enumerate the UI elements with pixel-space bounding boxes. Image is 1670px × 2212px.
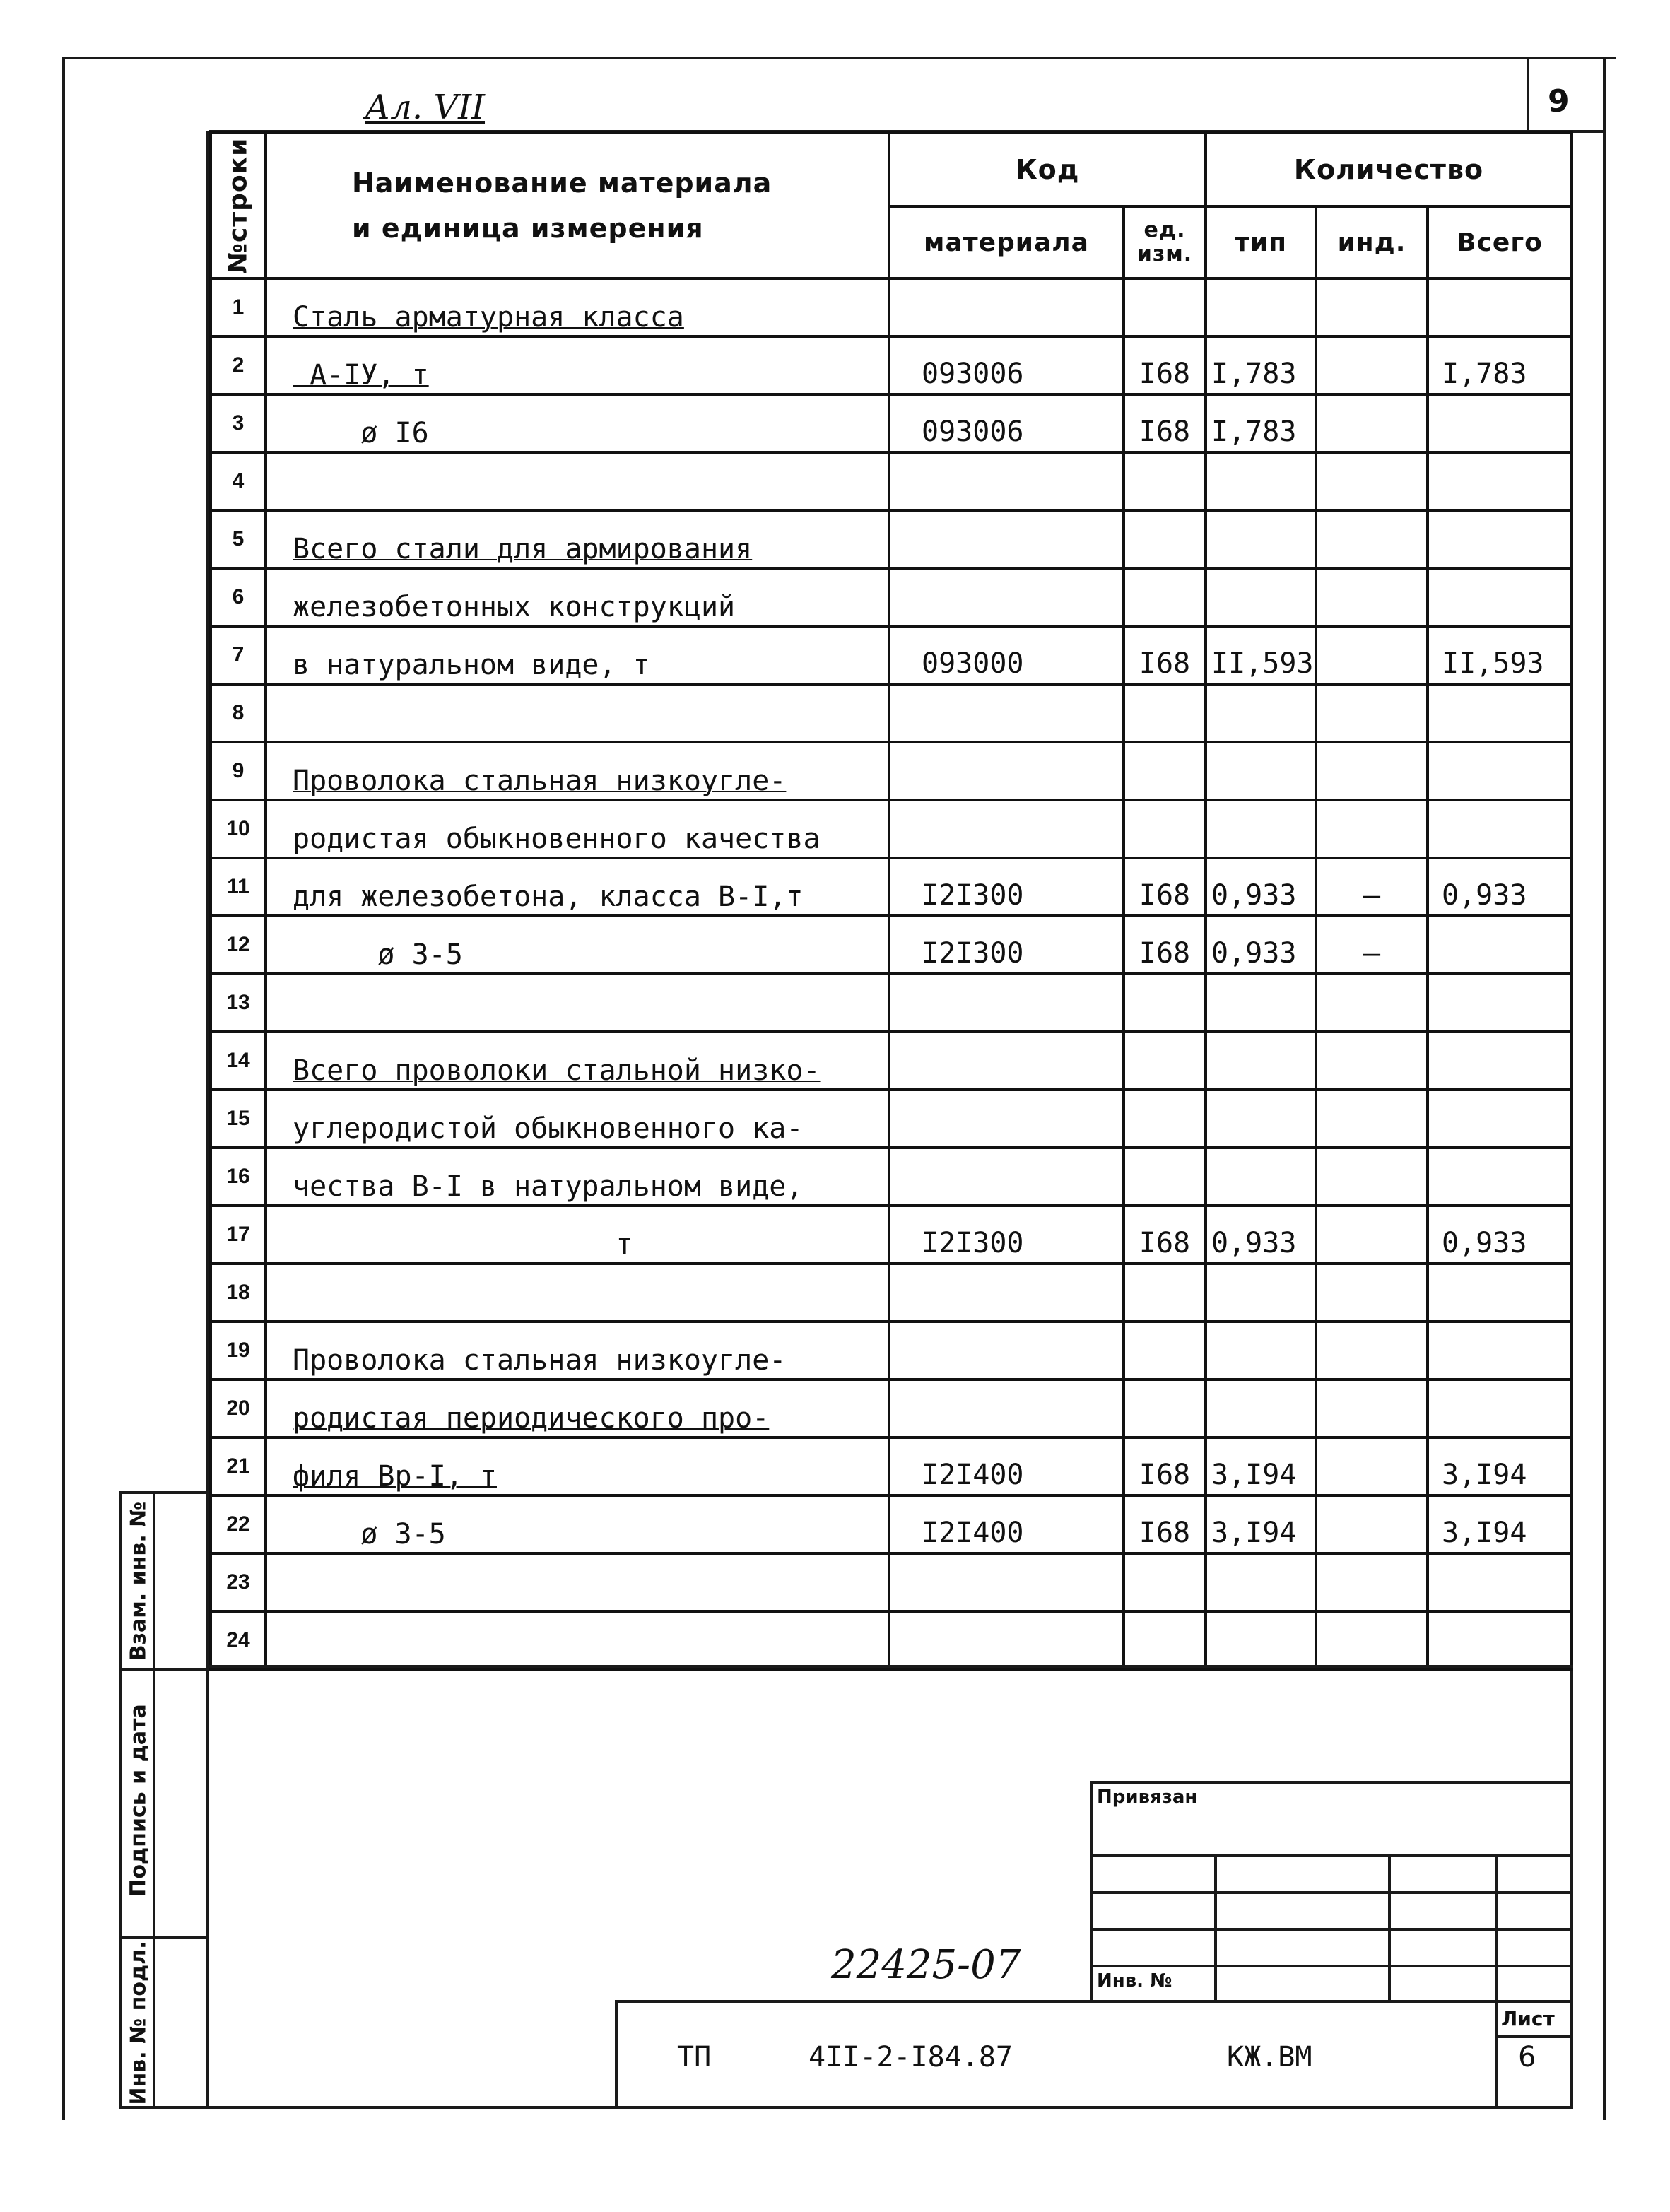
table-row bbox=[211, 800, 1572, 858]
quantity-ind bbox=[1316, 278, 1428, 336]
row-number: 9 bbox=[211, 742, 266, 800]
material-code: I2I300 bbox=[889, 1206, 1124, 1264]
quantity-total bbox=[1428, 916, 1572, 974]
header-name: Наименование материала и единица измерения bbox=[266, 133, 889, 278]
table-row bbox=[211, 510, 1572, 568]
side-strip-left bbox=[119, 1491, 122, 2109]
unit-code bbox=[1124, 1148, 1206, 1206]
material-code bbox=[889, 1611, 1124, 1669]
material-name: А-IУ, т bbox=[266, 336, 889, 394]
row-number: 14 bbox=[211, 1032, 266, 1090]
row-number: 20 bbox=[211, 1379, 266, 1437]
quantity-type: I,783 bbox=[1206, 394, 1316, 452]
table-row bbox=[211, 626, 1572, 684]
unit-code: I68 bbox=[1124, 1206, 1206, 1264]
material-name bbox=[266, 1611, 889, 1669]
quantity-type: I,783 bbox=[1206, 336, 1316, 394]
quantity-type: 0,933 bbox=[1206, 916, 1316, 974]
stamp-line-3 bbox=[1090, 1891, 1573, 1894]
material-code bbox=[889, 452, 1124, 510]
header-type: тип bbox=[1206, 206, 1316, 278]
row-number: 1 bbox=[211, 278, 266, 336]
unit-code bbox=[1124, 1264, 1206, 1322]
table-row bbox=[211, 394, 1572, 452]
quantity-total bbox=[1428, 278, 1572, 336]
row-number: 10 bbox=[211, 800, 266, 858]
quantity-total bbox=[1428, 1264, 1572, 1322]
quantity-ind bbox=[1316, 1032, 1428, 1090]
row-number: 23 bbox=[211, 1553, 266, 1611]
side-strip-top bbox=[119, 1491, 209, 1494]
material-name bbox=[266, 684, 889, 742]
table-row bbox=[211, 974, 1572, 1032]
quantity-ind bbox=[1316, 394, 1428, 452]
table-row bbox=[211, 1553, 1572, 1611]
side-strip-right bbox=[153, 1491, 155, 2109]
table-row bbox=[211, 742, 1572, 800]
title-doc-code: КЖ.ВМ bbox=[1227, 2041, 1312, 2073]
material-name: филя Вр-I, т bbox=[266, 1437, 889, 1495]
quantity-type bbox=[1206, 1611, 1316, 1669]
material-name bbox=[266, 1553, 889, 1611]
quantity-total bbox=[1428, 1322, 1572, 1379]
unit-code bbox=[1124, 1611, 1206, 1669]
row-number: 17 bbox=[211, 1206, 266, 1264]
quantity-ind bbox=[1316, 336, 1428, 394]
row-number: 7 bbox=[211, 626, 266, 684]
quantity-ind bbox=[1316, 1495, 1428, 1553]
quantity-ind bbox=[1316, 1264, 1428, 1322]
unit-code bbox=[1124, 452, 1206, 510]
table-row bbox=[211, 1148, 1572, 1206]
material-name bbox=[266, 452, 889, 510]
quantity-total bbox=[1428, 1148, 1572, 1206]
stamp-privyazan-label: Привязан bbox=[1097, 1787, 1198, 1808]
material-code bbox=[889, 1148, 1124, 1206]
quantity-ind bbox=[1316, 1322, 1428, 1379]
table-row bbox=[211, 1379, 1572, 1437]
table-row bbox=[211, 336, 1572, 394]
quantity-total bbox=[1428, 452, 1572, 510]
quantity-ind bbox=[1316, 1206, 1428, 1264]
quantity-ind bbox=[1316, 684, 1428, 742]
table-row bbox=[211, 1495, 1572, 1553]
quantity-total: 3,I94 bbox=[1428, 1437, 1572, 1495]
quantity-type bbox=[1206, 742, 1316, 800]
unit-code: I68 bbox=[1124, 858, 1206, 916]
quantity-total bbox=[1428, 1032, 1572, 1090]
quantity-ind bbox=[1316, 1090, 1428, 1148]
quantity-total bbox=[1428, 800, 1572, 858]
row-number: 16 bbox=[211, 1148, 266, 1206]
material-code: I2I300 bbox=[889, 858, 1124, 916]
stamp-vline-2 bbox=[1388, 1854, 1391, 2000]
unit-code bbox=[1124, 1090, 1206, 1148]
quantity-type bbox=[1206, 1553, 1316, 1611]
quantity-ind bbox=[1316, 1437, 1428, 1495]
title-project-code: 4II-2-I84.87 bbox=[808, 2041, 1013, 2073]
material-name: углеродистой обыкновенного ка- bbox=[266, 1090, 889, 1148]
material-name: железобетонных конструкций bbox=[266, 568, 889, 626]
unit-code bbox=[1124, 684, 1206, 742]
quantity-type bbox=[1206, 1264, 1316, 1322]
header-total: Всего bbox=[1428, 206, 1572, 278]
unit-code bbox=[1124, 1032, 1206, 1090]
quantity-total: II,593 bbox=[1428, 626, 1572, 684]
quantity-type bbox=[1206, 510, 1316, 568]
material-name bbox=[266, 974, 889, 1032]
row-number: 12 bbox=[211, 916, 266, 974]
unit-code bbox=[1124, 1322, 1206, 1379]
quantity-type: 0,933 bbox=[1206, 858, 1316, 916]
material-name: Всего стали для армирования bbox=[266, 510, 889, 568]
quantity-total: 3,I94 bbox=[1428, 1495, 1572, 1553]
quantity-total bbox=[1428, 974, 1572, 1032]
unit-code bbox=[1124, 510, 1206, 568]
header-row-number: №строки bbox=[211, 133, 266, 278]
header-material: материала bbox=[889, 206, 1124, 278]
material-code bbox=[889, 742, 1124, 800]
frame-left-line bbox=[62, 57, 65, 2120]
row-number: 3 bbox=[211, 394, 266, 452]
sheet-mark: Ал. VII bbox=[365, 88, 486, 127]
unit-code bbox=[1124, 974, 1206, 1032]
page-number: 9 bbox=[1548, 83, 1570, 119]
header-ind: инд. bbox=[1316, 206, 1428, 278]
quantity-type bbox=[1206, 1032, 1316, 1090]
frame-bottom-line bbox=[119, 2106, 1573, 2109]
material-name: родистая обыкновенного качества bbox=[266, 800, 889, 858]
quantity-type bbox=[1206, 452, 1316, 510]
quantity-total bbox=[1428, 1611, 1572, 1669]
material-name: в натуральном виде, т bbox=[266, 626, 889, 684]
quantity-total bbox=[1428, 1090, 1572, 1148]
side-label-inv-podl: Инв. № подл. bbox=[126, 1941, 151, 2105]
unit-code: I68 bbox=[1124, 916, 1206, 974]
quantity-total bbox=[1428, 684, 1572, 742]
stamp-line-1 bbox=[1090, 1781, 1573, 1784]
quantity-type bbox=[1206, 974, 1316, 1032]
quantity-type bbox=[1206, 1148, 1316, 1206]
material-name: Проволока стальная низкоугле- bbox=[266, 742, 889, 800]
material-name: Сталь арматурная класса bbox=[266, 278, 889, 336]
row-number: 5 bbox=[211, 510, 266, 568]
material-name: Проволока стальная низкоугле- bbox=[266, 1322, 889, 1379]
side-label-vzam: Взам. инв. № bbox=[126, 1501, 151, 1661]
material-code: I2I400 bbox=[889, 1437, 1124, 1495]
unit-code: I68 bbox=[1124, 394, 1206, 452]
quantity-total bbox=[1428, 568, 1572, 626]
table-row bbox=[211, 1322, 1572, 1379]
table-row bbox=[211, 916, 1572, 974]
stamp-line-2 bbox=[1090, 1854, 1573, 1857]
quantity-type: 3,I94 bbox=[1206, 1437, 1316, 1495]
quantity-type: 3,I94 bbox=[1206, 1495, 1316, 1553]
unit-code bbox=[1124, 1553, 1206, 1611]
material-code bbox=[889, 800, 1124, 858]
table-row bbox=[211, 278, 1572, 336]
quantity-total bbox=[1428, 394, 1572, 452]
unit-code: I68 bbox=[1124, 1437, 1206, 1495]
material-code bbox=[889, 1264, 1124, 1322]
quantity-type: 0,933 bbox=[1206, 1206, 1316, 1264]
quantity-ind bbox=[1316, 568, 1428, 626]
quantity-type bbox=[1206, 1090, 1316, 1148]
material-name: ø I6 bbox=[266, 394, 889, 452]
table-bottom-line bbox=[209, 1665, 1573, 1668]
quantity-type bbox=[1206, 684, 1316, 742]
table-row bbox=[211, 684, 1572, 742]
list-box-divider bbox=[1495, 2035, 1573, 2038]
unit-code bbox=[1124, 278, 1206, 336]
row-number: 18 bbox=[211, 1264, 266, 1322]
unit-code bbox=[1124, 568, 1206, 626]
stamp-inv-label: Инв. № bbox=[1097, 1970, 1172, 1992]
table-row bbox=[211, 1206, 1572, 1264]
quantity-type bbox=[1206, 1322, 1316, 1379]
quantity-type bbox=[1206, 568, 1316, 626]
title-block-left bbox=[615, 2000, 618, 2109]
row-number: 22 bbox=[211, 1495, 266, 1553]
stamp-line-4 bbox=[1090, 1928, 1573, 1931]
quantity-total: I,783 bbox=[1428, 336, 1572, 394]
quantity-total: 0,933 bbox=[1428, 1206, 1572, 1264]
quantity-ind bbox=[1316, 742, 1428, 800]
table-row bbox=[211, 1032, 1572, 1090]
table-row bbox=[211, 568, 1572, 626]
quantity-ind bbox=[1316, 1148, 1428, 1206]
row-number: 11 bbox=[211, 858, 266, 916]
table-row bbox=[211, 1090, 1572, 1148]
material-code: I2I400 bbox=[889, 1495, 1124, 1553]
material-name: т bbox=[266, 1206, 889, 1264]
material-code: 093000 bbox=[889, 626, 1124, 684]
page-number-box-left bbox=[1527, 57, 1529, 133]
stamp-vline-1 bbox=[1214, 1854, 1217, 2000]
quantity-type bbox=[1206, 278, 1316, 336]
quantity-ind bbox=[1316, 974, 1428, 1032]
material-code bbox=[889, 1553, 1124, 1611]
material-name: родистая периодического про- bbox=[266, 1379, 889, 1437]
material-code bbox=[889, 568, 1124, 626]
quantity-ind: – bbox=[1316, 858, 1428, 916]
quantity-type: II,593 bbox=[1206, 626, 1316, 684]
row-number: 6 bbox=[211, 568, 266, 626]
side-label-podpis: Подпись и дата bbox=[126, 1704, 151, 1897]
material-code: I2I300 bbox=[889, 916, 1124, 974]
quantity-ind bbox=[1316, 626, 1428, 684]
quantity-total: 0,933 bbox=[1428, 858, 1572, 916]
material-name: чества В-I в натуральном виде, bbox=[266, 1148, 889, 1206]
quantity-ind bbox=[1316, 1611, 1428, 1669]
quantity-ind bbox=[1316, 452, 1428, 510]
quantity-ind bbox=[1316, 510, 1428, 568]
material-code bbox=[889, 974, 1124, 1032]
row-number: 8 bbox=[211, 684, 266, 742]
material-name: ø 3-5 bbox=[266, 916, 889, 974]
unit-code: I68 bbox=[1124, 1495, 1206, 1553]
table-row bbox=[211, 1264, 1572, 1322]
table-row bbox=[211, 1611, 1572, 1669]
quantity-total bbox=[1428, 510, 1572, 568]
material-code bbox=[889, 278, 1124, 336]
frame-right-line bbox=[1603, 57, 1606, 2120]
frame-top-line bbox=[62, 57, 1616, 59]
material-name: Всего проволоки стальной низко- bbox=[266, 1032, 889, 1090]
material-code bbox=[889, 684, 1124, 742]
unit-code: I68 bbox=[1124, 626, 1206, 684]
quantity-type bbox=[1206, 800, 1316, 858]
stamp-vline-3 bbox=[1495, 1854, 1498, 2106]
row-number: 13 bbox=[211, 974, 266, 1032]
unit-code bbox=[1124, 800, 1206, 858]
material-code: 093006 bbox=[889, 394, 1124, 452]
table-row bbox=[211, 1437, 1572, 1495]
material-spec-table bbox=[209, 131, 1573, 1671]
table-row bbox=[211, 452, 1572, 510]
side-strip-div1 bbox=[119, 1668, 209, 1671]
stamp-line-5 bbox=[1090, 1965, 1573, 1967]
material-code bbox=[889, 1032, 1124, 1090]
quantity-total bbox=[1428, 1553, 1572, 1611]
row-number: 15 bbox=[211, 1090, 266, 1148]
unit-code bbox=[1124, 742, 1206, 800]
unit-code: I68 bbox=[1124, 336, 1206, 394]
quantity-ind bbox=[1316, 1553, 1428, 1611]
material-code bbox=[889, 1322, 1124, 1379]
unit-code bbox=[1124, 1379, 1206, 1437]
quantity-total bbox=[1428, 742, 1572, 800]
material-name: для железобетона, класса В-I,т bbox=[266, 858, 889, 916]
material-name: ø 3-5 bbox=[266, 1495, 889, 1553]
header-code: Код bbox=[889, 133, 1206, 206]
material-code bbox=[889, 1090, 1124, 1148]
list-label: Лист bbox=[1501, 2007, 1555, 2030]
quantity-total bbox=[1428, 1379, 1572, 1437]
material-code bbox=[889, 510, 1124, 568]
row-number: 19 bbox=[211, 1322, 266, 1379]
title-block-top bbox=[615, 2000, 1573, 2003]
quantity-ind bbox=[1316, 800, 1428, 858]
list-value: 6 bbox=[1518, 2041, 1536, 2073]
row-number: 2 bbox=[211, 336, 266, 394]
row-number: 21 bbox=[211, 1437, 266, 1495]
header-unit: ед. изм. bbox=[1124, 206, 1206, 278]
header-quantity: Количество bbox=[1206, 133, 1572, 206]
table-row bbox=[211, 858, 1572, 916]
quantity-type bbox=[1206, 1379, 1316, 1437]
quantity-ind bbox=[1316, 1379, 1428, 1437]
handwritten-archive-number: 22425-07 bbox=[831, 1942, 1021, 1988]
material-code: 093006 bbox=[889, 336, 1124, 394]
left-margin-line bbox=[206, 131, 209, 2109]
title-tp: ТП bbox=[677, 2041, 712, 2073]
material-code bbox=[889, 1379, 1124, 1437]
row-number: 4 bbox=[211, 452, 266, 510]
row-number: 24 bbox=[211, 1611, 266, 1669]
material-name bbox=[266, 1264, 889, 1322]
quantity-ind: – bbox=[1316, 916, 1428, 974]
